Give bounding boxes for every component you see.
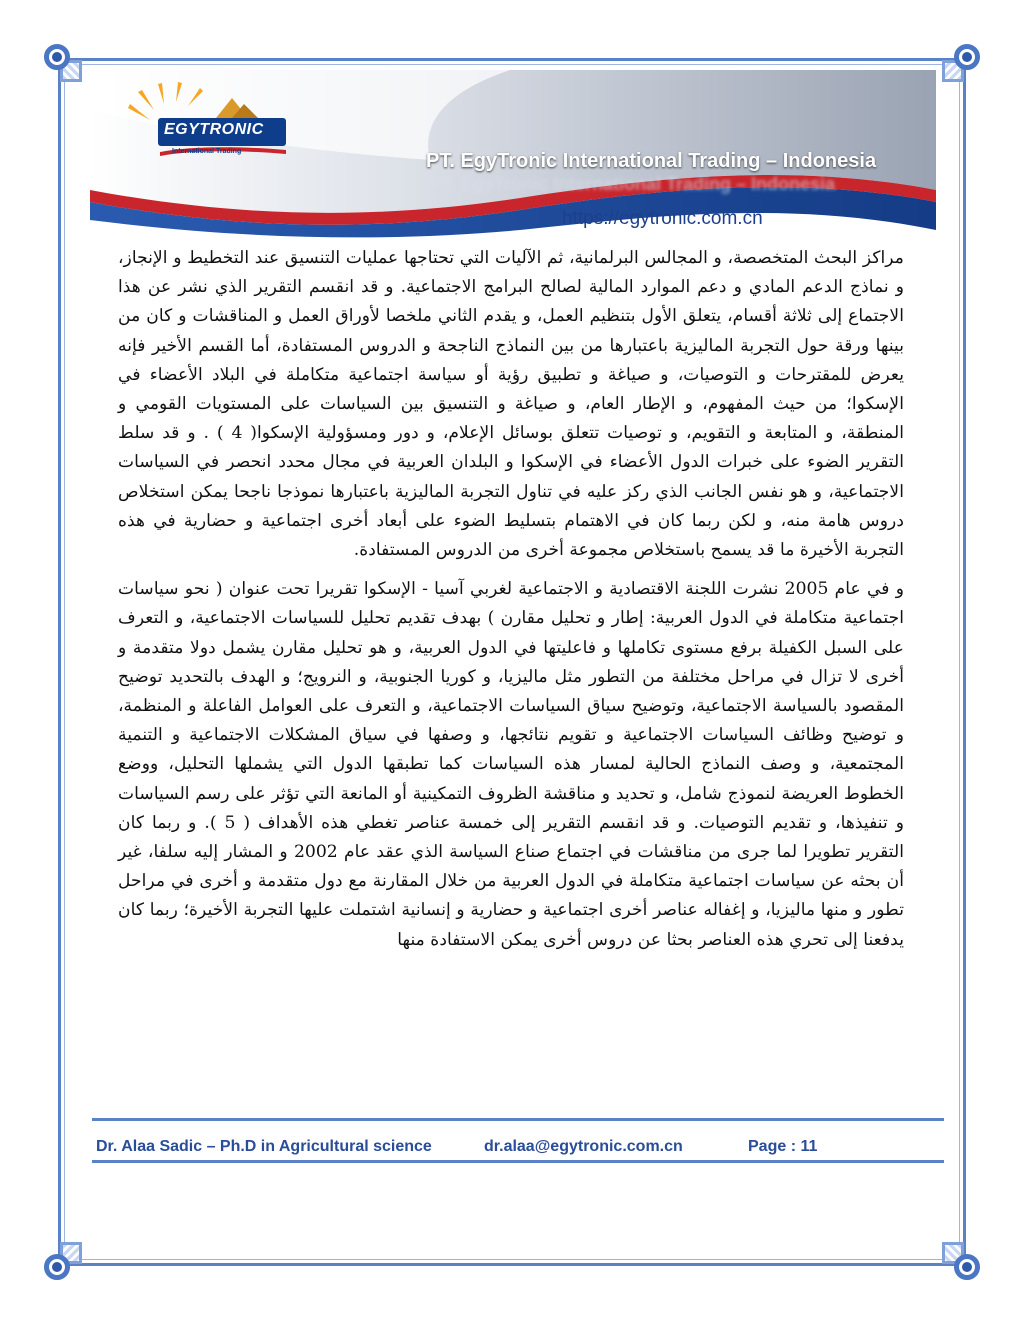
footer-author: Dr. Alaa Sadic – Ph.D in Agricultural science	[96, 1138, 432, 1155]
logo-wordmark: EGYTRONIC	[164, 121, 264, 138]
corner-ornament-bottom-left	[40, 1240, 84, 1284]
corner-ornament-bottom-right	[940, 1240, 984, 1284]
company-name: PT. EgyTronic International Trading – Indonesia	[426, 150, 877, 172]
paragraph-1: مراكز البحث المتخصصة، و المجالس البرلمانية، ثم الآليات التي تحتاجها عمليات التنسيق عند التخطيط و الإنجاز، و نماذج الدعم المادي و دعم الموارد المالية لصالح البرامج الاجتماعية. و قد انقسم التقرير الذي نشر عن هذا الاجتماع إلى ثلاثة أقسام، يتعلق الأول بتنظيم العمل، و يقدم الثاني ملخصا لأوراق العمل و المناقشات و كان من بينها ورقة حول التجربة الماليزية باعتبارها من بين النماذج الناجحة و الدروس المستفادة، أما القسم الأخير فإنه يعرض للمقترحات و التوصيات، و صياغة و تطبيق رؤية أو سياسة اجتماعية متكاملة في البلاد الأعضاء في الإسكوا؛ من حيث المفهوم، و الإطار العام، و صياغة و التنسيق بين السياسات على المستويات القومي و المنطقة، و المتابعة و التقويم، و توصيات تتعلق بوسائل الإعلام، و دور ومسؤولية الإسكوا( 4 ) . و قد سلط التقرير الضوء على خبرات الدول الأعضاء في الإسكوا و البلدان العربية في مجال محدد انحصر في السياسات الاجتماعية، و هو نفس الجانب الذي ركز عليه في تناول التجربة الماليزية باعتبارها نموذجا ناجحا يمكن استخلاص دروس هامة منه، و لكن ربما كان في الاهتمام بتسليط الضوء على أبعاد أخرى اجتماعية و حضارية في هذه التجربة الأخيرة ما قد يسمح باستخلاص مجموعة أخرى من الدروس المستفادة.	[118, 248, 904, 561]
paragraph-2: و في عام 2005 نشرت اللجنة الاقتصادية و الاجتماعية لغربي آسيا - الإسكوا تقريرا تحت عنوان ( نحو سياسات اجتماعية متكاملة في الدول العربية: إطار و تحليل مقارن ) بهدف تقديم تحليل للسياسات الاجتماعية، و التعرف على السبل الكفيلة برفع مستوى تكاملها و فاعليتها في الدول العربية، و هو تحليل مقارن يشمل دولا متقدمة و أخرى لا تزال في مراحل مختلفة من التطور مثل ماليزيا، و كوريا الجنوبية، و النرويج؛ و الهدف بالتحديد توضيح المقصود بالسياسة الاجتماعية، وتوضيح سياق السياسات الاجتماعية، و التعرف على العوامل الفاعلة و المنظمة، و توضيح وظائف السياسات الاجتماعية و تقويم نتائجها، و وصفها في سياق المشكلات الاجتماعية و التنمية المجتمعية، و وصف النماذج الحالية لمسار هذه السياسات كما تطبقها الدول التي يشملها التحليل، ووضع الخطوط العريضة لنموذج شامل، و تحديد و مناقشة الظروف التمكينية أو المانعة التي تؤثر على رسم السياسات و تنفيذها، و تقديم التوصيات. و قد انقسم التقرير إلى خمسة عناصر تغطي هذه الأهداف ( 5 ). و ربما كان التقرير تطويرا لما جرى من مناقشات في اجتماع صناع السياسة الذي عقد عام 2002 و المشار إليه سلفا، غير أن بحثه عن سياسات اجتماعية متكاملة في الدول العربية من خلال المقارنة مع دول متقدمة و أخرى في مراحل تطور و منها ماليزيا، و إغفاله عناصر أخرى اجتماعية و حضارية و إنسانية اشتملت عليها التجربة الأخيرة؛ ربما كان يدفعنا إلى تحري هذه العناصر بحثا عن دروس أخرى يمكن الاستفادة منها	[118, 579, 905, 950]
footer-rule-bottom	[92, 1160, 944, 1163]
company-url-link[interactable]: https://egytronic.com.cn	[562, 208, 763, 229]
logo-tagline: International Trading	[172, 148, 242, 155]
footer-email-link[interactable]: dr.alaa@egytronic.com.cn	[484, 1138, 683, 1155]
footer-rule-top	[92, 1118, 944, 1121]
corner-ornament-top-right	[940, 40, 984, 84]
corner-ornament-top-left	[40, 40, 84, 84]
page-number: Page : 11	[748, 1138, 818, 1155]
article-body	[118, 244, 904, 955]
company-name-shadow: PT. EgyTronic International Trading – Indonesia	[430, 174, 836, 194]
company-logo	[120, 80, 290, 170]
